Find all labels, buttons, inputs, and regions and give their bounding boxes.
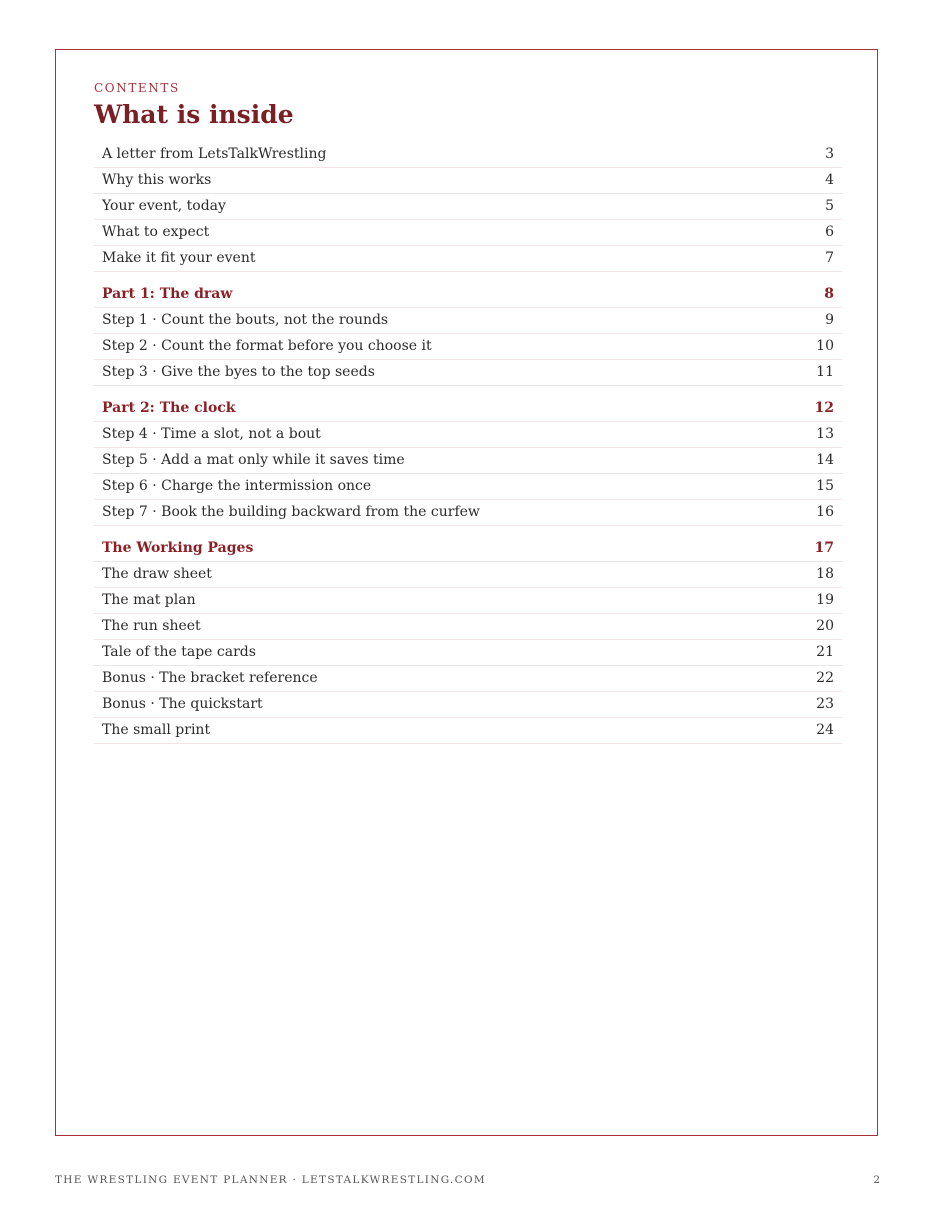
toc-entry[interactable]: [94, 588, 842, 614]
page-title: What is inside: [94, 100, 294, 129]
toc-entry[interactable]: [94, 562, 842, 588]
toc-entry[interactable]: [94, 142, 842, 168]
toc-entry-page-number: 15: [816, 478, 834, 494]
toc-entry[interactable]: [94, 640, 842, 666]
toc-entry-page-number: 23: [816, 696, 834, 712]
toc-entry-page-number: 17: [814, 540, 834, 556]
toc-entry-page-number: 7: [825, 250, 834, 266]
toc-entry-label: Step 3 · Give the byes to the top seeds: [102, 364, 375, 380]
toc-entry-page-number: 10: [816, 338, 834, 354]
toc-entry-page-number: 4: [825, 172, 834, 188]
toc-entry-label: The Working Pages: [102, 540, 254, 556]
page-frame: [55, 49, 878, 1136]
toc-entry[interactable]: [94, 448, 842, 474]
toc-entry[interactable]: [94, 334, 842, 360]
toc-entry-label: Part 1: The draw: [102, 286, 233, 302]
section-eyebrow: CONTENTS: [94, 81, 180, 95]
toc-entry-page-number: 5: [825, 198, 834, 214]
toc-entry-label: Bonus · The bracket reference: [102, 670, 318, 686]
toc-entry[interactable]: [94, 500, 842, 526]
toc-part-heading[interactable]: [94, 536, 842, 562]
toc-entry-label: Step 5 · Add a mat only while it saves time: [102, 452, 405, 468]
footer-page-number: 2: [873, 1174, 880, 1186]
toc-entry-page-number: 18: [816, 566, 834, 582]
toc-entry[interactable]: [94, 194, 842, 220]
toc-entry-page-number: 13: [816, 426, 834, 442]
toc-entry-page-number: 22: [816, 670, 834, 686]
toc-entry-page-number: 24: [816, 722, 834, 738]
toc-entry-page-number: 6: [825, 224, 834, 240]
toc-entry-page-number: 11: [816, 364, 834, 380]
toc-part-heading[interactable]: [94, 282, 842, 308]
toc-entry[interactable]: [94, 692, 842, 718]
toc-entry-label: Step 4 · Time a slot, not a bout: [102, 426, 321, 442]
toc-entry[interactable]: [94, 422, 842, 448]
toc-entry-page-number: 12: [814, 400, 834, 416]
toc-entry-page-number: 21: [816, 644, 834, 660]
toc-entry-label: What to expect: [102, 224, 210, 240]
toc-entry[interactable]: [94, 666, 842, 692]
toc-entry-label: Step 2 · Count the format before you choose it: [102, 338, 432, 354]
toc-entry-label: Step 7 · Book the building backward from the curfew: [102, 504, 480, 520]
toc-entry-label: The small print: [102, 722, 211, 738]
toc-entry-label: Step 1 · Count the bouts, not the rounds: [102, 312, 389, 328]
toc-entry-page-number: 8: [824, 286, 834, 302]
toc-entry-label: Part 2: The clock: [102, 400, 236, 416]
toc-entry-label: The draw sheet: [102, 566, 212, 582]
toc-entry-label: The mat plan: [102, 592, 196, 608]
toc-entry-label: Step 6 · Charge the intermission once: [102, 478, 372, 494]
toc-entry-page-number: 19: [816, 592, 834, 608]
toc-entry-page-number: 16: [816, 504, 834, 520]
toc-entry[interactable]: [94, 246, 842, 272]
toc-entry-page-number: 14: [816, 452, 834, 468]
footer-title: THE WRESTLING EVENT PLANNER · LETSTALKWRESTLING.COM: [55, 1174, 486, 1186]
toc-entry-label: Your event, today: [102, 198, 226, 214]
toc-entry[interactable]: [94, 308, 842, 334]
toc-entry[interactable]: [94, 220, 842, 246]
toc-entry-page-number: 3: [825, 146, 834, 162]
toc-entry[interactable]: [94, 360, 842, 386]
table-of-contents: [94, 142, 842, 744]
toc-entry-label: Why this works: [102, 172, 212, 188]
toc-entry-label: A letter from LetsTalkWrestling: [102, 146, 327, 162]
toc-part-heading[interactable]: [94, 396, 842, 422]
toc-entry[interactable]: [94, 168, 842, 194]
toc-entry-page-number: 9: [825, 312, 834, 328]
toc-entry-label: Tale of the tape cards: [102, 644, 256, 660]
toc-entry[interactable]: [94, 718, 842, 744]
toc-entry[interactable]: [94, 474, 842, 500]
toc-entry-label: Make it fit your event: [102, 250, 256, 266]
toc-entry[interactable]: [94, 614, 842, 640]
toc-entry-label: Bonus · The quickstart: [102, 696, 263, 712]
toc-entry-label: The run sheet: [102, 618, 201, 634]
toc-entry-page-number: 20: [816, 618, 834, 634]
